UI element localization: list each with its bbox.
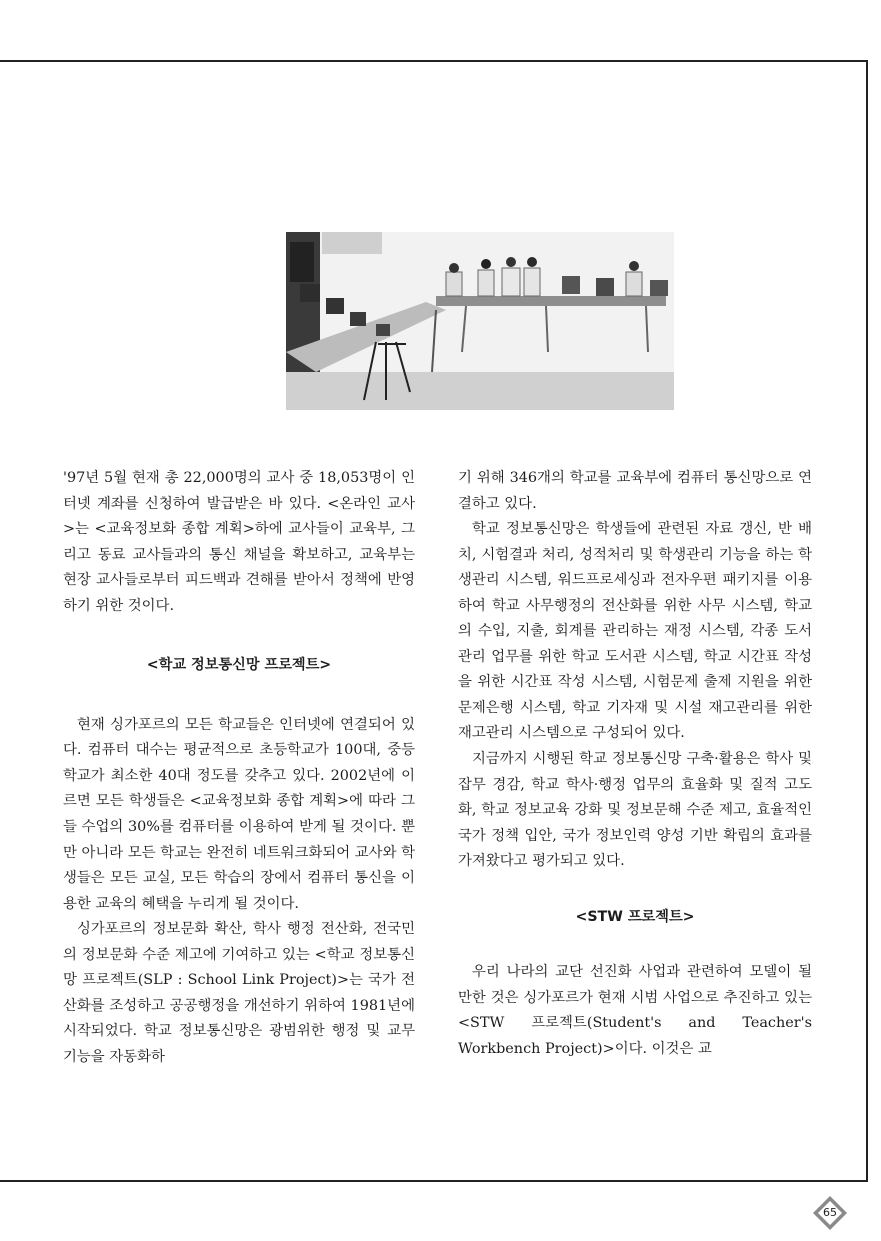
right-column (458, 466, 812, 1062)
stw-paragraph: 우리 나라의 교단 선진화 사업과 관련하여 모델이 될 만한 것은 싱가포르가 현재 시범 사업으로 추진하고 있는 <STW 프로젝트(Student's and Teacher's Workbench Project)>이다. 이것은 교 (458, 964, 812, 1057)
page-number: 65 (823, 1206, 837, 1219)
slp-paragraph-2: 싱가포르의 정보문화 확산, 학사 행정 전산화, 전국민의 정보문화 수준 제고에 기여하고 있는 <학교 정보통신망 프로젝트(SLP : School Link Project)>는 국가 전산화를 조성하고 공공행정을 개선하기 위하여 1981년에 시작되었다. 학교 정보통신망은 광범위한 행정 및 교무 기능을 자동화하 (63, 921, 415, 1065)
slp-section-heading: <학교 정보통신망 프로젝트> (146, 657, 332, 674)
slp-paragraph-continued: 기 위해 346개의 학교를 교육부에 컴퓨터 통신망으로 연결하고 있다. (458, 470, 812, 512)
bottom-frame-rule (0, 1180, 868, 1182)
slp-paragraph-1: 현재 싱가포르의 모든 학교들은 인터넷에 연결되어 있다. 컴퓨터 대수는 평균적으로 초등학교가 100대, 중등학교가 최소한 40대 정도를 갖추고 있다. 2002년에 이르면 모든 학생들은 <교육정보화 종합 계획>에 따라 그들 수업의 30%를 컴퓨터를 이용하여 받게 될 것이다. 뿐만 아니라 모든 학교는 완전히 네트워크화되어 교사와 학생들은 모든 교실, 모든 학습의 장에서 컴퓨터 통신을 이용한 교육의 혜택을 누리게 될 것이다. (63, 716, 415, 912)
left-column (63, 466, 415, 1070)
slp-effects-paragraph: 지금까지 시행된 학교 정보통신망 구축·활용은 학사 및 잡무 경감, 학교 학사·행정 업무의 효율화 및 질적 고도화, 학교 정보교육 강화 및 정보문해 수준 제고, 효율적인 국가 정책 입안, 국가 정보인력 양성 기반 확립의 효과를 가져왔다고 평가되고 있다. (458, 751, 812, 870)
classroom-photo (286, 232, 674, 410)
stw-section-heading: <STW 프로젝트> (575, 908, 695, 925)
right-frame-rule (866, 60, 868, 1182)
intro-paragraph: '97년 5월 현재 총 22,000명의 교사 중 18,053명이 인터넷 계좌를 신청하여 발급받은 바 있다. <온라인 교사>는 <교육정보화 종합 계획>하에 교사들이 교육부, 그리고 동료 교사들과의 통신 채널을 확보하고, 교육부는 현장 교사들로부터 피드백과 견해를 받아서 정책에 반영하기 위한 것이다. (63, 470, 415, 614)
top-frame-rule (0, 60, 868, 62)
slp-systems-paragraph: 학교 정보통신망은 학생들에 관련된 자료 갱신, 반 배치, 시험결과 처리, 성적처리 및 학생관리 기능을 하는 학생관리 시스템, 워드프로세싱과 전자우편 패키지를 이용하여 학교 사무행정의 전산화를 위한 사무 시스템, 학교의 수입, 지출, 회계를 관리하는 재정 시스템, 각종 도서관리 업무를 위한 학교 도서관 시스템, 학교 시간표 작성을 위한 시간표 작성 시스템, 시험문제 출제 지원을 위한 문제은행 시스템, 학교 기자재 및 시설 재고관리를 위한 재고관리 시스템으로 구성되어 있다. (458, 521, 812, 742)
